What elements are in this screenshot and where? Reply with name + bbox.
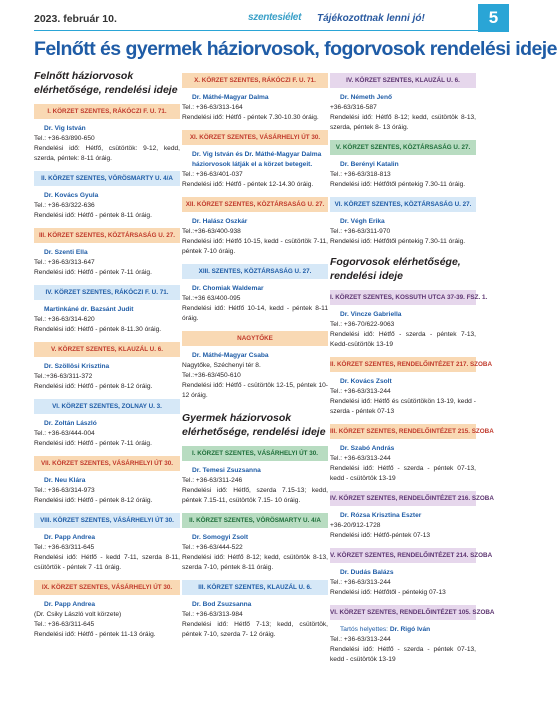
district-bar: III. KÖRZET SZENTES, RENDELŐINTÉZET 215. SZOBA: [330, 424, 476, 439]
office-hours: Rendelési idő: Hétfő 10-14, kedd - péntek 8-11 óráig.: [182, 305, 328, 322]
newspaper-slogan: Tájékozottnak lenni jó!: [317, 13, 425, 24]
phone-number: Tel.: +36-63/322-636: [34, 202, 95, 209]
doctor-entry: [182, 264, 328, 324]
doctor-entry: [330, 140, 476, 190]
doctor-name: Dr. Papp Andrea: [44, 534, 96, 541]
office-hours: Rendelési idő: Hétfőtől péntekig 7.30-11 óráig.: [330, 181, 466, 188]
office-hours: Rendelési idő: Hétfőtől - péntekig 07-13: [330, 589, 446, 596]
doctor-entry: [34, 580, 180, 640]
district-bar: VI. KÖRZET SZENTES, KÖZTÁRSASÁG U. 27.: [330, 197, 476, 212]
entry-list: [182, 446, 328, 640]
district-bar: VII. KÖRZET SZENTES, VÁSÁRHELYI ÚT 30.: [34, 456, 180, 471]
office-hours: Rendelési idő: Hétfő - péntek 8-12 óráig.: [34, 383, 153, 390]
doctor-entry: [330, 290, 488, 350]
district-bar: IV. KÖRZET SZENTES, RENDELŐINTÉZET 216. SZOBA: [330, 491, 476, 506]
district-bar: VI. KÖRZET SZENTES, RENDELŐINTÉZET 105. SZOBA: [330, 605, 476, 620]
office-hours: Rendelési idő: Hétfő 10-15, kedd - csütörtök 7-11, péntek 7-10 óráig.: [182, 238, 328, 255]
phone-number: Tel.: +36-63/311-645: [34, 544, 95, 551]
column-adult-doctors: [34, 66, 180, 640]
district-bar: XII. KÖRZET SZENTES, KÖZTÁRSASÁG U. 27.: [182, 197, 328, 212]
district-bar: IV. KÖRZET SZENTES, RÁKÓCZI F. U. 71.: [34, 285, 180, 300]
phone-number: Tel.: +36-63/313-984: [182, 611, 243, 618]
doctor-name: Dr. Vig István: [44, 125, 86, 132]
doctor-name: Dr. Halász Oszkár: [192, 218, 248, 225]
office-hours: Rendelési idő: Hétfő - szerda - péntek 07-13, kedd - csütörtök 13-19: [330, 646, 476, 663]
district-bar: II. KÖRZET SZENTES, VÖRÖSMARTY U. 4/A: [34, 171, 180, 186]
doctor-name: Dr. Németh Jenő: [340, 94, 393, 101]
office-hours: Rendelési idő: Hétfő - péntek 11-13 óráig.: [34, 631, 156, 638]
doctor-name: Dr. Temesi Zsuzsanna: [192, 467, 261, 474]
doctor-entry: [182, 331, 328, 401]
header-divider: [34, 30, 478, 31]
office-hours: Rendelési idő: Hétfő - péntek 7-11 óráig.: [34, 440, 152, 447]
doctor-name: Martinkáné dr. Bazsánt Judit: [44, 306, 134, 313]
district-bar: I. KÖRZET SZENTES, KOSSUTH UTCA 37-39. FSZ. 1.: [330, 290, 476, 305]
doctor-name: Dr. Rózsa Krisztina Eszter: [340, 512, 422, 519]
doctor-name: Dr. Bod Zsuzsanna: [192, 601, 252, 608]
doctor-name: Dr. Zoltán László: [44, 420, 97, 427]
section-title-adult: Felnőtt háziorvosok elérhetősége, rendelési ideje: [34, 70, 178, 96]
district-bar: I. KÖRZET SZENTES, RÁKÓCZI F. U. 71.: [34, 104, 180, 119]
doctor-entry: [330, 548, 493, 598]
doctor-name: Dr. Máthé-Magyar Dalma: [192, 94, 269, 101]
doctor-entry: [34, 228, 180, 278]
phone-number: Tel.: +36-63/311-970: [330, 228, 391, 235]
district-bar: V. KÖRZET SZENTES, RENDELŐINTÉZET 214. SZOBA: [330, 548, 476, 563]
office-hours: Rendelési idő: Hétfő-péntek 07-13: [330, 532, 431, 539]
phone-number: Tel.: +36-63/318-813: [330, 171, 391, 178]
doctor-entry: [330, 197, 476, 247]
phone-number: Tel.: +36-63/401-037: [182, 171, 243, 178]
doctor-entry: [34, 285, 180, 335]
phone-number: +36-20/912-1728: [330, 522, 381, 529]
doctor-name: Dr. Szabó András: [340, 445, 395, 452]
section-title-children: Gyermek háziorvosok elérhetősége, rendelési ideje: [182, 412, 326, 438]
district-bar: I. KÖRZET SZENTES, VÁSÁRHELYI ÚT 30.: [182, 446, 328, 461]
doctor-name: Dr. Chomiak Waldemar: [192, 285, 264, 292]
district-bar: III. KÖRZET SZENTES, KÖZTÁRSASÁG U. 27.: [34, 228, 180, 243]
doctor-entry: [330, 491, 494, 541]
district-bar: II. KÖRZET SZENTES, VÖRÖSMARTY U. 4/A: [182, 513, 328, 528]
office-hours: Rendelési idő: Hétfő 8-12; kedd, csütörtök 8-13, szerda, péntek 8- 13 óráig.: [330, 114, 476, 131]
doctor-entry: [34, 513, 180, 573]
entry-list: [34, 104, 180, 640]
column-children-and-dentists: [330, 66, 495, 665]
doctor-name-text: Dr. Rigó Iván: [389, 626, 431, 633]
phone-number: Tel.: +36-63/314-973: [34, 487, 95, 494]
entry-list: [330, 73, 476, 247]
office-hours: Rendelési idő: Hétfő - péntek 7.30-10.30 óráig.: [182, 114, 319, 121]
doctor-entry: [182, 197, 328, 257]
doctor-name: [330, 625, 476, 635]
office-hours: Rendelési idő: Hétfő - szerda - péntek 7-13, Kedd-csütörtök 13-19: [330, 331, 476, 348]
phone-number: Tel.: +36-63/311-645: [34, 621, 95, 628]
phone-number: Tel.: +36-63/313-164: [182, 104, 243, 111]
doctor-entry: [34, 171, 180, 221]
phone-number: Tel.:+36 63/400-095: [182, 295, 241, 302]
entry-list: [182, 73, 328, 401]
phone-number: Tel.: +36-63/313-244: [330, 636, 391, 643]
entry-list: [330, 290, 495, 665]
phone-number: Tel.: +36-70/622-9063: [330, 321, 395, 328]
newspaper-logo: szentesiélet: [248, 12, 302, 23]
district-bar: XIII. SZENTES, KÖZTÁRSASÁG U. 27.: [182, 264, 328, 279]
section-title-dentists: Fogorvosok elérhetősége, rendelési ideje: [330, 256, 461, 282]
phone-number: Tel.: +36-63/444-004: [34, 430, 95, 437]
phone-number: Tel.: +36-63/890-650: [34, 135, 95, 142]
doctor-entry: [182, 130, 328, 190]
office-hours: Rendelési idő: Hétfő - csütörtök 12-15, péntek 10-12 óráig.: [182, 382, 328, 399]
office-hours: Rendelési idő: Hétfő - péntek 8-11.30 óráig.: [34, 326, 162, 333]
office-hours: Rendelési idő: Hétfő, csütörtök: 9-12, kedd, szerda, péntek: 8-11 óráig.: [34, 145, 180, 162]
district-bar: X. KÖRZET SZENTES, RÁKÓCZI F. U. 71.: [182, 73, 328, 88]
phone-number: Tel.: +36-63/313-244: [330, 455, 391, 462]
phone-number: Tel.:+36-63/450-610: [182, 372, 241, 379]
issue-date: 2023. február 10.: [34, 13, 117, 25]
doctor-name: Dr. Papp Andrea: [44, 601, 96, 608]
district-bar: II. KÖRZET SZENTES, RENDELŐINTÉZET 217. SZOBA: [330, 357, 476, 372]
phone-number: Tel.:+36-63/400-938: [182, 228, 241, 235]
doctor-name: Dr. Somogyi Zsolt: [192, 534, 249, 541]
doctor-name: Dr. Dudás Balázs: [340, 569, 394, 576]
district-bar: V. KÖRZET SZENTES, KLAUZÁL U. 6.: [34, 342, 180, 357]
office-hours: Rendelési idő: Hétfő és csütörtökön 13-19, kedd - szerda - péntek 07-13: [330, 398, 476, 415]
doctor-name: Dr. Szenti Ella: [44, 249, 88, 256]
doctor-entry: [34, 342, 180, 392]
doctor-entry: [182, 580, 328, 640]
doctor-name: Dr. Kovács Zsolt: [340, 378, 392, 385]
doctor-entry: [34, 399, 180, 449]
office-hours: Rendelési idő: Hétfőtől péntekig 7.30-11 óráig.: [330, 238, 466, 245]
page-header: [0, 0, 509, 32]
office-hours: Rendelési idő: Hétfő - péntek 8-12 óráig.: [34, 497, 153, 504]
office-hours: Rendelési idő: Hétfő - szerda - péntek 07-13, kedd - csütörtök 13-19: [330, 465, 476, 482]
doctor-entry: [182, 73, 328, 123]
doctor-name: Dr. Berényi Katalin: [340, 161, 399, 168]
phone-number: Tel.: +36-63/314-620: [34, 316, 95, 323]
doctor-entry: [182, 513, 328, 573]
phone-number: Tel.: +36-63/313-647: [34, 259, 95, 266]
doctor-entry: [34, 456, 180, 506]
entry-note: (Dr. Csiky László volt körzete): [34, 611, 122, 618]
district-bar: XI. KÖRZET SZENTES, VÁSÁRHELYI ÚT 30.: [182, 130, 328, 145]
doctor-entry: [330, 424, 494, 484]
entry-address: Nagytőke, Széchenyi tér 8.: [182, 362, 261, 369]
phone-number: Tel.:+36-63/311-372: [34, 373, 93, 380]
office-hours: Rendelési idő: Hétfő - péntek 12-14.30 óráig.: [182, 181, 314, 188]
district-bar: IX. KÖRZET SZENTES, VÁSÁRHELYI ÚT 30.: [34, 580, 180, 595]
district-bar: VI. KÖRZET SZENTES, ZOLNAY U. 3.: [34, 399, 180, 414]
doctor-name: Dr. Szöllösi Krisztina: [44, 363, 110, 370]
doctor-name: Dr. Neu Klára: [44, 477, 86, 484]
doctor-prefix: Tartós helyettes:: [340, 626, 389, 633]
office-hours: Rendelési idő: Hétfő, szerda 7.15-13; kedd, péntek 7.15-11, csütörtök 7.15- 10 óráig.: [182, 487, 328, 504]
district-bar: V. KÖRZET SZENTES, KÖZTÁRSASÁG U. 27.: [330, 140, 476, 155]
doctor-entry: [330, 605, 495, 665]
doctor-entry: [34, 104, 180, 164]
district-bar: IV. KÖRZET SZENTES, KLAUZÁL U. 6.: [330, 73, 476, 88]
office-hours: Rendelési idő: Hétfő - péntek 7-11 óráig.: [34, 269, 152, 276]
phone-number: +36-63/316-587: [330, 104, 377, 111]
doctor-name: Dr. Vincze Gabriella: [340, 311, 402, 318]
doctor-name: Dr. Kovács Gyula: [44, 192, 99, 199]
office-hours: Rendelési idő: Hétfő 8-12; kedd, csütörtök 8-13, szerda 7-10, péntek 8-11 óráig.: [182, 554, 328, 571]
phone-number: Tel.: +36-63/313-244: [330, 388, 391, 395]
column-adult-and-children: [182, 66, 328, 640]
doctor-name: Dr. Végh Erika: [340, 218, 385, 225]
doctor-name: Dr. Máthé-Magyar Csaba: [192, 352, 269, 359]
phone-number: Tel.: +36-63/444-522: [182, 544, 243, 551]
office-hours: Rendelési idő: Hétfő - kedd 7-11, szerda 8-11, csütörtök - péntek 7 -11 óráig.: [34, 554, 180, 571]
office-hours: Rendelési idő: Hétfő 7-13; kedd, csütörtök, péntek 7-10, szerda 7- 12 óráig.: [182, 621, 328, 638]
district-bar: VIII. KÖRZET SZENTES, VÁSÁRHELYI ÚT 30.: [34, 513, 180, 528]
district-bar: NAGYTŐKE: [182, 331, 328, 346]
doctor-entry: [182, 446, 328, 506]
phone-number: Tel.: +36-63/313-244: [330, 579, 391, 586]
district-bar: III. KÖRZET SZENTES, KLAUZÁL U. 6.: [182, 580, 328, 595]
office-hours: Rendelési idő: Hétfő - péntek 8-11 óráig.: [34, 212, 152, 219]
doctor-entry: [330, 73, 476, 133]
doctor-entry: [330, 357, 492, 417]
page-number: 5: [478, 4, 509, 32]
page-title: Felnőtt és gyermek háziorvosok, fogorvosok rendelési ideje: [34, 38, 557, 60]
phone-number: Tel.: +36-63/311-246: [182, 477, 243, 484]
doctor-name: Dr. Vig István és Dr. Máthé-Magyar Dalma háziorvosok látják el a körzet betegeit.: [192, 151, 322, 168]
